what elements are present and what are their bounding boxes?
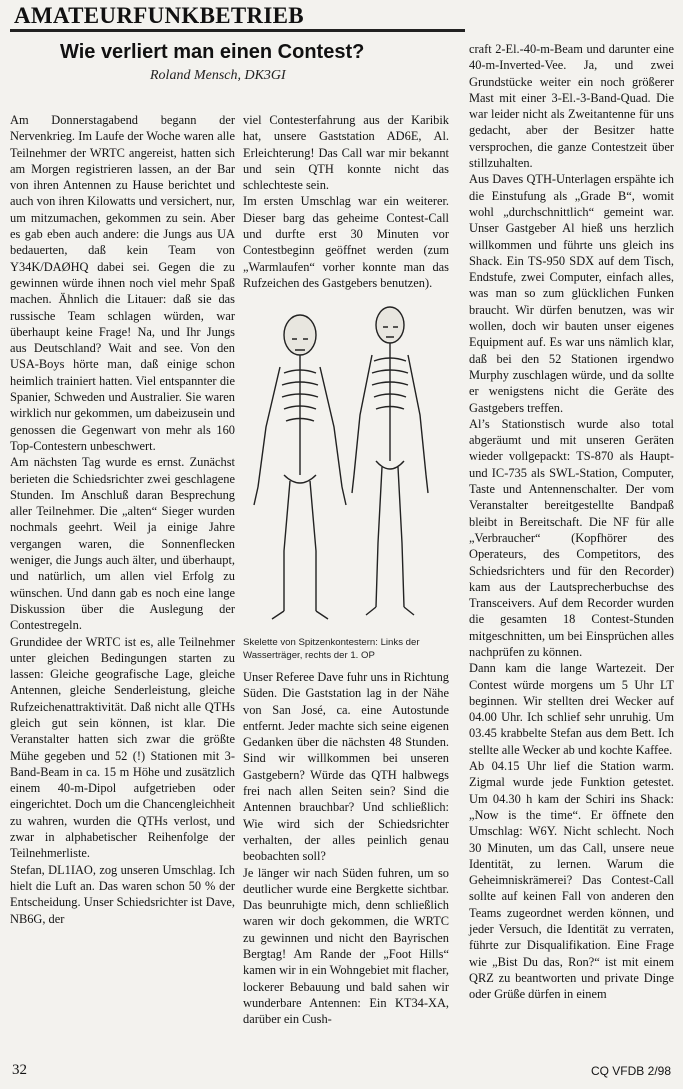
paragraph: Aus Daves QTH-Unterlagen erspähte ich die Einstufung als „Grade B“, womit wohl „durchschnittlich“ gemeint war. Unser Gastgeber Al hieß uns herzlich willkommen und führte uns gleich ins Shack. Ein TS-950 SDX auf dem Tisch, Endstufe, zwei Computer, einfach alles, was man so zum glücklichen Funken braucht. Wir dürfen benutzen, was wir wollen, doch wir bauten unser eigenes Equipment auf. Es war uns nämlich klar, daß bei den 52 Stationen irgendwo Murphy zuschlagen würde, und da sollte er wenigstens nicht die Geräte des Gastgebers treffen. (469, 172, 674, 415)
page-number: 32 (12, 1062, 27, 1078)
column-3 (469, 41, 674, 1003)
figure-caption: Skelette von Spitzenkontestern: Links der Wasserträger, rechts der 1. OP (243, 637, 420, 661)
section-rule (10, 29, 465, 32)
paragraph: Dann kam die lange Wartezeit. Der Contest würde morgens um 5 Uhr LT beginnen. Wir stellten drei Wecker auf 04.00 Uhr. Ich schlief sehr unruhig. Um 03.45 krabbelte Stefan aus dem Bett. Ich stellte alle Wecker ab und kochte Kaffee. (469, 661, 674, 757)
column-2 (243, 112, 449, 291)
paragraph: Ab 04.15 Uhr lief die Station warm. Zigmal wurde jede Funktion getestet. Um 04.30 h kam der Schiri ins Shack: „Now is the time“. Er öffnete den Umschlag: W6Y. Nicht schlecht. Noch 30 Minuten, um das Call, unsere neue Identität, zu lernen. Warum die Geheimniskrämerei? Das Contest-Call sollte auf keinen Fall von anderen den Teams zugeordnet werden können, und jeder Versuch, die Identität zu verraten, führte zur Disqualifikation. Eine Frage wie „Bist Du das, Ron?“ ist mit einem QRZ zu beantworten und private Dinge oder Grüße dürfen in einem (469, 759, 674, 1002)
column-1 (10, 112, 235, 927)
article-headline: Wie verliert man einen Contest? (60, 41, 365, 63)
journal-issue: CQ VFDB 2/98 (590, 1064, 671, 1078)
paragraph: craft 2-El.-40-m-Beam und darunter eine 40-m-Inverted-Vee. Ja, und zwei Grundstücke weiter ein noch größerer Mast mit einer 3-El.-3-Band-Quad. Die war leider nicht als Zweitantenne für uns gedacht, aber der Besitzer hatte versprochen, die ganze Contestzeit über stillzuhalten. (469, 42, 674, 171)
section-title: AMATEURFUNKBETRIEB (14, 3, 304, 28)
paragraph: Al’s Stationstisch wurde also total abgeräumt und mit unseren Geräten wieder vollgepackt: TS-870 als Haupt- und IC-735 als SWL-Station, Computer, Taste und Antennenschalter. Der vom Veranstalter bereitgestellte Bandpaß bleibt in Bereitschaft. Die NF für alle „Verbraucher“ (Kopfhörer des Operateurs, des Competitors, des Schiedsrichters und für den Recorder) kam aus der Lautsprecherbuchse des Transceivers. Auf dem Recorder wurden die gesamten 18 Contest-Stunden mitgeschnitten, um bei Einsprüchen alles nachprüfen zu können. (469, 416, 674, 659)
paragraph: Stefan, DL1IAO, zog unseren Umschlag. Ich hielt die Luft an. Das waren schon 50 % der Entscheidung. Unser Schiedsrichter ist Dave, NB6G, der (10, 862, 235, 926)
paragraph: Unser Referee Dave fuhr uns in Richtung Süden. Die Gaststation lag in der Nähe von San José, ca. eine Autostunde entfernt. Jeder machte sich seine eigenen Gedanken über die nächsten 48 Stunden. Sind wir willkommen bei unseren Gastgebern? Würde das QTH halbwegs frei nach allen Seiten sein? Sind die Antennen brauchbar? Und schließlich: Wie wird sich der Schiedsrichter verhalten, der alles peinlich genau beobachten soll? (243, 670, 449, 864)
paragraph: Grundidee der WRTC ist es, alle Teilnehmer unter gleichen Bedingungen starten zu lassen: Gleiche geografische Lage, gleiche Antennen, gleiche Senderleistung, gleiche Rufzeichenattraktivität. Daß nicht alle QTHs gleich gut sein können, ist klar. Die Veranstalter hatten sich zwar die größte Mühe gegeben und 52 (!) Stationen mit 3-Band-Beam in ca. 15 m Höhe und zusätzlich einem 40-m-Dipol aufgetrieben oder eingerichtet. Doch um die Chancengleichheit zu wahren, wurden die QTHs verlost, und zwar in alphabetischer Reihenfolge der Teilnehmerliste. (10, 634, 235, 861)
paragraph: Am nächsten Tag wurde es ernst. Zunächst berieten die Schiedsrichter zwei geschlagene Stunden. Im Anschluß daran Besprechung aller Teilnehmer. Die „alten“ Sieger wurden nochmals geehrt. Weil ja einige Jahre vergangen waren, die Sonnenflecken weniger, die Jungs auch älter, und überhaupt, und natürlich, um allen viel Erfolg zu wünschen. Und dann gab es noch eine lange Diskussion über die Auslegung der Contestregeln. (10, 455, 235, 633)
paragraph: Je länger wir nach Süden fuhren, um so deutlicher wurde eine Bergkette sichtbar. Das beunruhigte mich, denn schließlich waren wir doch gekommen, die WRTC zu gewinnen und nicht den Bayrischen Bergtag! Am Rande der „Foot Hills“ kamen wir in ein Wohngebiet mit flacher, lockerer Bebauung und bald sahen wir wunderbare Antennen: Ein KT34-XA, darüber ein Cush- (243, 865, 449, 1027)
skeletons-icon (240, 295, 450, 635)
paragraph: viel Contesterfahrung aus der Karibik hat, unsere Gaststation AD6E, Al. Erleichterung! Das Call war mir bekannt und sein QTH konnte nicht das schlechteste sein. (243, 113, 449, 193)
skeletons-illustration (240, 295, 450, 635)
paragraph: Im ersten Umschlag war ein weiterer. Dieser barg das geheime Contest-Call und durfte erst 30 Minuten vor Contestbeginn geöffnet werden (zum „Warmlaufen“ vorher konnte man das Rufzeichen des Gastgebers benutzen). (243, 194, 449, 290)
article-byline: Roland Mensch, DK3GI (150, 68, 286, 83)
section-header (0, 0, 683, 32)
paragraph: Am Donnerstagabend begann der Nervenkrieg. Im Laufe der Woche waren alle Teilnehmer der WRTC angereist, hatten sich am Morgen registrieren lassen, an der Bar von ihren Antennen zu Hause berichtet und auch von ihren Kilowatts und versichert, nur, um mitzumachen, gekommen zu sein. Aber es gab eben auch andere: die Jungs aus UA bedauerten, daß kein Team von Y34K/DAØHQ dabei sei. Gegen die zu gewinnen würde ihnen noch viel mehr Spaß machen. Ähnlich die Litauer: daß sie das russische Team schlagen würden, war überhaupt keine Frage! Na, und Ihr Jungs aus Deutschland? Wait and see. Von den USA-Boys hörte man, daß einige schon heimlich trainiert hatten. Viel entspannter die Spanier, Schweden und Australier. Sie waren wirklich nur gekommen, um dabeizusein und genossen die Gegenwart von mehr als 160 Top-Contestern unbeschwert. (10, 113, 235, 453)
column-2-continued (243, 669, 449, 1028)
